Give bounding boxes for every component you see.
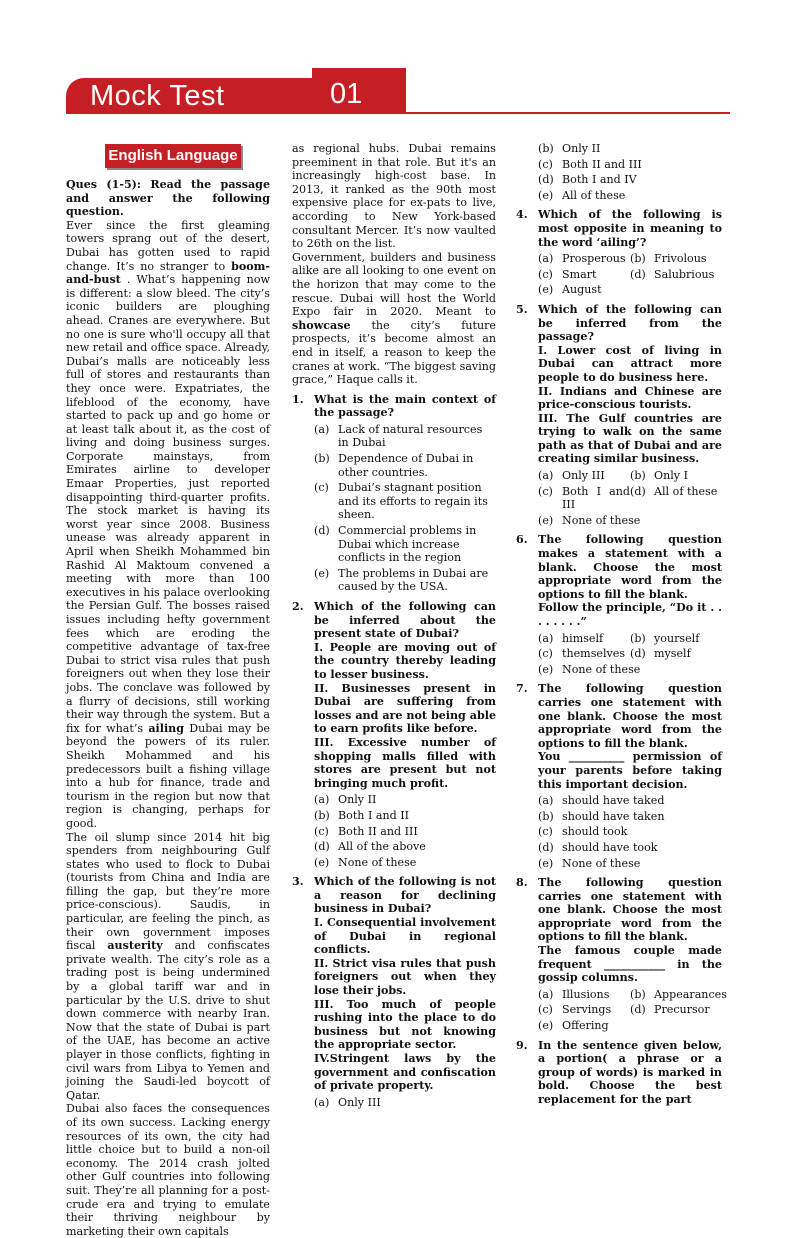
option-b[interactable]	[314, 809, 496, 823]
question-number: 2.	[292, 600, 304, 613]
option-label: (a)	[538, 631, 554, 645]
statement-1: You __________ permission of your parents before taking this important decision.	[538, 750, 722, 791]
question-body	[538, 682, 722, 791]
statement-1: I. People are moving out of the country thereby leading to lesser business.	[314, 640, 496, 681]
passage-paragraph-1	[66, 219, 270, 831]
option-label: (b)	[538, 809, 554, 823]
option-text: Smart	[562, 267, 597, 281]
question-8-options	[538, 987, 727, 1033]
option-label: (b)	[630, 252, 646, 266]
option-label: (d)	[538, 840, 554, 854]
p5-bold-word: showcase	[292, 318, 351, 332]
option-text: The problems in Dubai are caused by the USA.	[338, 566, 489, 594]
option-row	[538, 252, 722, 266]
question-text: The following question carries one statement with one blank. Choose the most appropriate word from the options to fill the blank.	[538, 876, 722, 944]
option-e[interactable]	[538, 857, 722, 871]
statement-2: II. Businesses present in Dubai are suffering from losses and are not being able to earn profits like before.	[314, 681, 496, 736]
option-text: Appearances	[654, 987, 727, 1001]
option-d[interactable]	[630, 268, 722, 282]
option-label: (b)	[630, 987, 646, 1001]
p2-text-b: and confiscates private wealth. The city’s role as a trading post is being undermined by a global tariff war and in particular by the U.S. drive to shut down commerce with nearby Iran. Now that the state of Dubai is part of the UAE, has become an active player in those conflicts, fighting in civil wars from Libya to Yemen and joining the Saudi-led boycott of Qatar.	[66, 939, 270, 1102]
banner-title-block	[66, 78, 312, 114]
question-body	[538, 876, 722, 985]
option-label: (d)	[630, 1003, 646, 1017]
option-a[interactable]	[538, 794, 722, 808]
passage-paragraph-3: Dubai also faces the consequences of its own success. Lacking energy resources of its own, the city had little choice but to build a non-oil economy. The 2014 crash jolted other Gulf countries into following suit. They’re all planning for a post-crude era and trying to emulate their thriving neighbour by marketing their own capitals	[66, 1102, 270, 1238]
question-text: The following question carries one statement with one blank. Choose the most appropriate word from the options to fill the blank.	[538, 682, 722, 750]
option-label: (d)	[630, 647, 646, 661]
option-text: should took	[562, 825, 628, 839]
option-text: should have taken	[562, 809, 665, 823]
option-b[interactable]	[630, 252, 722, 266]
statement-3: III. The Gulf countries are trying to walk on the same path as that of Dubai and are creating similar business.	[538, 411, 722, 466]
option-d[interactable]	[538, 173, 722, 187]
option-text: Only I	[654, 469, 688, 483]
question-body	[314, 875, 496, 1093]
p1-text-b: . What’s happening now is different: a slow bleed. The city’s iconic builders are ploughing ahead. Cranes are everywhere. But no one is sure who'll occupy all that new retail and office space. Already, Dubai’s malls are noticeably less full of stores and restaurants than they once were. Expatriates, the lifeblood of the economy, have started to pack up and go home or at least talk about it, as the cost of living and doing business surges. Corporate mainstays, from Emirates airline to developer Emaar Properties, just reported disappointing third-quarter profits. The stock market is having its worst year since 2008. Business unease was already apparent in April when Sheikh Mohammed bin Rashid Al Maktoum convened a meeting with more than 100 executives in his palace overlooking the Persian Gulf. The bosses raised issues including hefty government fees which are eroding the competitive advantage of tax-free Dubai to strict visa rules that push foreigners out when they lose their jobs. The conclave was followed by a flurry of decisions, still working their way through the system. But a fix for what’s	[66, 273, 270, 735]
option-e[interactable]	[538, 189, 722, 203]
option-d[interactable]	[630, 647, 722, 661]
option-label: (d)	[314, 524, 330, 538]
questions-column-3	[516, 142, 727, 1107]
option-text: Only III	[562, 469, 605, 483]
option-label: (d)	[538, 173, 554, 187]
option-text: None of these	[562, 513, 641, 527]
question-4-options	[538, 252, 722, 297]
option-label: (a)	[314, 1095, 330, 1109]
option-label: (b)	[630, 631, 646, 645]
option-row	[538, 268, 722, 282]
option-label: (d)	[314, 840, 330, 854]
option-a[interactable]	[314, 793, 496, 807]
option-d[interactable]	[630, 1003, 722, 1017]
option-label: (a)	[538, 987, 554, 1001]
option-text: yourself	[654, 631, 700, 645]
question-3	[292, 875, 496, 1093]
option-text: All of the above	[338, 840, 426, 854]
question-text: In the sentence given below, a portion( a phrase or a group of words) is marked in bold. Choose the best replacement for the part	[538, 1038, 722, 1106]
option-text: Both II and III	[338, 824, 418, 838]
passage-paragraph-4: as regional hubs. Dubai remains preeminent in that role. But it's an increasingly high-cost base. In 2013, it ranked as the 90th most expensive place for ex-pats to live, according to New York-based consultant Mercer. It’s now vaulted to 26th on the list.	[292, 142, 496, 251]
passage-column-2	[292, 142, 496, 1111]
question-6-options	[538, 632, 722, 677]
option-a[interactable]	[538, 252, 630, 266]
passage-paragraph-5	[292, 251, 496, 387]
option-b[interactable]	[538, 142, 722, 156]
option-text: Prosperous	[562, 252, 626, 266]
page-title: Mock Test	[90, 80, 225, 112]
statement-3: III. Excessive number of shopping malls filled with stores are present but not bringing much profit.	[314, 735, 496, 790]
option-a[interactable]	[538, 469, 630, 483]
question-5-options	[538, 469, 722, 527]
statement-4: IV.Stringent laws by the government and confiscation of private property.	[314, 1052, 496, 1093]
option-label: (a)	[538, 794, 554, 808]
option-label: (e)	[314, 855, 330, 869]
question-1	[292, 393, 496, 420]
question-body	[538, 533, 722, 628]
question-6	[516, 533, 722, 628]
option-text: Only II	[562, 142, 601, 155]
question-3-options-part-1	[314, 1096, 496, 1110]
passage-column-1	[66, 178, 270, 1238]
option-text: Only III	[338, 1095, 381, 1109]
option-text: All of these	[654, 484, 718, 498]
option-label: (c)	[538, 647, 553, 661]
p2-bold-word: austerity	[107, 939, 163, 953]
option-e[interactable]	[314, 856, 496, 870]
option-e[interactable]	[538, 514, 722, 528]
question-3-options-part-2	[538, 142, 722, 202]
question-2-options	[314, 793, 496, 869]
option-text: Only II	[338, 793, 377, 807]
p1-text-c: Dubai may be beyond the powers of its ruler. Sheikh Mohammed and his predecessors built a fishing village into a hub for finance, trade and tourism in the region but now that region is changing, perhaps for good.	[66, 721, 270, 830]
option-text: Lack of natural resources in Dubai	[338, 422, 483, 450]
question-text: Which of the following is not a reason for declining business in Dubai?	[314, 875, 496, 916]
option-label: (d)	[630, 267, 646, 281]
option-text: Precursor	[654, 1003, 710, 1017]
statement-1: I. Consequential involvement of Dubai in regional conflicts.	[314, 916, 496, 957]
option-label: (d)	[630, 484, 646, 498]
banner-number-block	[312, 68, 406, 114]
option-label: (c)	[538, 1003, 553, 1017]
question-7	[516, 682, 722, 791]
option-d[interactable]	[314, 524, 496, 565]
question-body	[314, 600, 496, 790]
option-label: (c)	[314, 824, 329, 838]
option-label: (a)	[314, 793, 330, 807]
option-text: None of these	[562, 856, 641, 870]
question-number: 8.	[516, 876, 528, 890]
option-row	[538, 1003, 722, 1017]
question-number: 5.	[516, 302, 528, 316]
option-e[interactable]	[314, 567, 496, 594]
option-a[interactable]	[314, 423, 496, 450]
question-text: What is the main context of the passage?	[314, 392, 496, 420]
question-1-options	[314, 423, 496, 594]
option-text: myself	[654, 647, 691, 661]
question-text: The following question makes a statement with a blank. Choose the most appropriate word from the options to fill the blank.	[538, 533, 722, 601]
option-text: All of these	[562, 188, 626, 202]
passage-heading: Ques (1-5): Read the passage and answer the following question.	[66, 178, 270, 219]
option-text: Servings	[562, 1003, 612, 1017]
option-label: (e)	[538, 856, 554, 870]
question-2	[292, 600, 496, 790]
option-c[interactable]	[538, 485, 630, 512]
option-text: Offering	[562, 1019, 609, 1033]
option-text: themselves	[562, 647, 626, 661]
question-text: Which of the following can be inferred about the present state of Dubai?	[314, 600, 496, 641]
option-e[interactable]	[538, 663, 722, 677]
option-c[interactable]	[538, 647, 630, 661]
p1-text-a: Ever since the first gleaming towers sprang out of the desert, Dubai has gotten used to rapid change. It’s no stranger to	[66, 218, 270, 273]
option-label: (e)	[538, 513, 554, 527]
passage-paragraph-2	[66, 831, 270, 1103]
option-c[interactable]	[314, 825, 496, 839]
option-label: (e)	[538, 283, 554, 297]
option-label: (c)	[538, 825, 553, 839]
question-9	[516, 1039, 722, 1107]
statement-3: III. Too much of people rushing into the place to do business but not knowing the appropriate sector.	[314, 997, 496, 1052]
question-number: 3.	[292, 875, 304, 889]
option-b[interactable]	[630, 632, 722, 646]
option-text: Both I and IV	[562, 173, 637, 187]
question-number: 7.	[516, 682, 528, 696]
option-label: (b)	[538, 142, 554, 155]
option-d[interactable]	[314, 840, 496, 854]
question-4	[516, 208, 722, 249]
option-text: August	[562, 283, 602, 297]
option-label: (a)	[538, 469, 554, 483]
option-label: (e)	[538, 662, 554, 676]
option-text: Salubrious	[654, 267, 715, 281]
option-label: (e)	[538, 188, 554, 202]
option-text: Commercial problems in Dubai which increase conflicts in the region	[338, 524, 477, 565]
option-row	[538, 632, 722, 646]
question-8	[516, 876, 722, 985]
option-text: Both I and III	[562, 484, 630, 512]
p5-text-a: Government, builders and business alike are all looking to one event on the horizon that may come to the rescue. Dubai will host the World Expo fair in 2020. Meant to	[292, 250, 496, 319]
option-c[interactable]	[538, 1003, 630, 1017]
p5-text-b: the city’s future prospects, it’s become almost an end in itself, a reason to keep the cranes at work. “The biggest saving grace,” Haque calls it.	[292, 318, 496, 387]
question-body	[538, 303, 722, 466]
question-text: Which of the following can be inferred from the passage?	[538, 302, 722, 344]
banner-rule	[406, 112, 730, 114]
option-text: Dubai’s stagnant position and its efforts to regain its sheen.	[338, 481, 488, 522]
option-label: (a)	[538, 252, 554, 266]
option-c[interactable]	[538, 825, 722, 839]
option-label: (c)	[538, 267, 553, 281]
option-e[interactable]	[538, 283, 722, 297]
option-d[interactable]	[630, 485, 722, 512]
option-c[interactable]	[314, 481, 496, 522]
option-text: Both II and III	[562, 157, 642, 171]
question-text: Which of the following is most opposite in meaning to the word ‘ailing’?	[538, 208, 722, 249]
option-label: (c)	[314, 481, 329, 495]
option-label: (b)	[314, 452, 330, 466]
option-a[interactable]	[538, 988, 630, 1002]
option-text: Illusions	[562, 987, 610, 1001]
option-b[interactable]	[630, 469, 722, 483]
option-c[interactable]	[538, 268, 630, 282]
option-a[interactable]	[538, 632, 630, 646]
statement-1: The famous couple made frequent ___________ in the gossip columns.	[538, 944, 722, 985]
option-label: (c)	[538, 157, 553, 171]
option-c[interactable]	[538, 158, 722, 172]
statement-1: Follow the principle, “Do it . . . . . . . .”	[538, 601, 722, 628]
question-7-options	[538, 794, 722, 870]
option-text: himself	[562, 631, 604, 645]
option-b[interactable]	[314, 452, 496, 479]
option-text: None of these	[562, 662, 641, 676]
option-row	[538, 647, 722, 661]
option-text: should have took	[562, 840, 658, 854]
option-d[interactable]	[538, 841, 722, 855]
option-row	[538, 485, 722, 512]
option-row	[538, 987, 727, 1002]
p2-text-a: The oil slump since 2014 hit big spenders from neighbouring Gulf states who used to flock to Dubai (tourists from China and India are filling the gap, but they’re more price-conscious). Saudis, in particular, are feeling the pinch, as their own government imposes fiscal	[66, 830, 270, 953]
option-row	[538, 469, 722, 483]
question-number: 1.	[292, 392, 304, 406]
option-b[interactable]	[630, 987, 727, 1002]
statement-2: II. Indians and Chinese are price-conscious tourists.	[538, 384, 722, 412]
statement-1: I. Lower cost of living in Dubai can attract more people to do business here.	[538, 343, 722, 384]
option-a[interactable]	[314, 1096, 496, 1110]
p1-bold-word-2: ailing	[148, 721, 184, 735]
question-number: 9.	[516, 1038, 528, 1052]
p1-bold-word: boom-and-bust	[66, 259, 270, 287]
question-number: 4.	[516, 208, 528, 222]
option-text: Frivolous	[654, 252, 707, 266]
statement-2: II. Strict visa rules that push foreigners out when they lose their jobs.	[314, 956, 496, 998]
option-label: (e)	[314, 566, 330, 580]
option-text: should have taked	[562, 794, 665, 808]
question-5	[516, 303, 722, 466]
option-label: (b)	[630, 469, 646, 483]
question-number: 6.	[516, 533, 528, 547]
option-text: Dependence of Dubai in other countries.	[338, 452, 474, 479]
header-banner	[66, 68, 730, 114]
option-label: (e)	[538, 1019, 554, 1033]
option-b[interactable]	[538, 810, 722, 824]
option-e[interactable]	[538, 1019, 722, 1033]
option-label: (c)	[538, 484, 553, 498]
option-text: None of these	[338, 855, 417, 869]
option-label: (a)	[314, 422, 330, 436]
option-text: Both I and II	[338, 808, 410, 822]
test-number: 01	[330, 78, 363, 110]
option-label: (b)	[314, 808, 330, 822]
section-title: English Language	[105, 144, 241, 168]
